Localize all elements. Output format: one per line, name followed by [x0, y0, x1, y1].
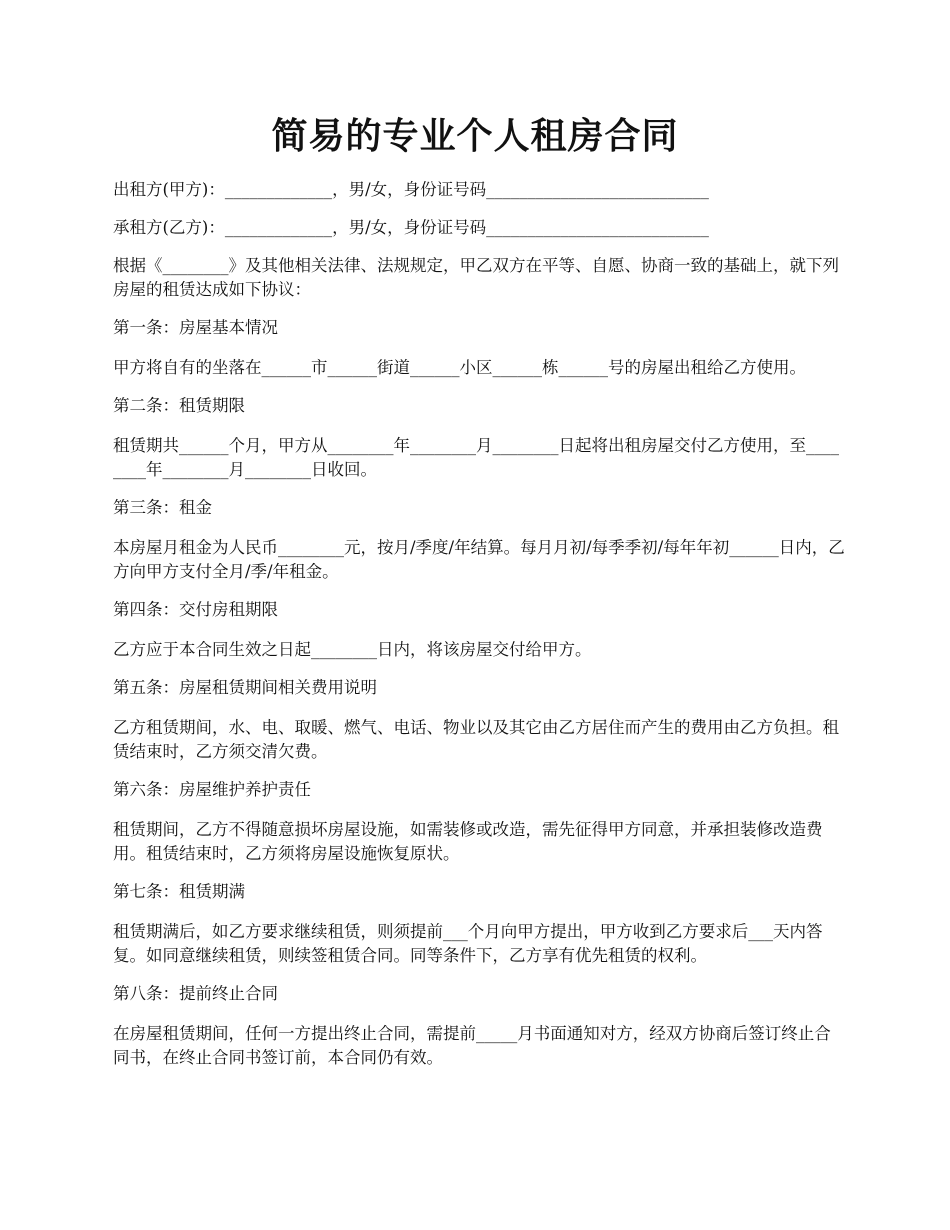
article-8-heading: 第八条：提前终止合同	[113, 984, 278, 1003]
article-5-body: 乙方租赁期间，水、电、取暖、燃气、电话、物业以及其它由乙方居住而产生的费用由乙方负担。租赁结束时，乙方须交清欠费。	[113, 718, 839, 761]
article-2-heading: 第二条：租赁期限	[113, 396, 245, 415]
article-1-body: 甲方将自有的坐落在______市______街道______小区______栋______号的房屋出租给乙方使用。	[113, 358, 806, 377]
article-5-heading: 第五条：房屋租赁期间相关费用说明	[113, 678, 377, 697]
preamble: 根据《________》及其他相关法律、法规规定，甲乙双方在平等、自愿、协商一致的基础上，就下列房屋的租赁达成如下协议：	[113, 256, 839, 299]
article-4-heading: 第四条：交付房租期限	[113, 600, 278, 619]
article-6-body: 租赁期间，乙方不得随意损坏房屋设施，如需装修或改造，需先征得甲方同意，并承担装修改造费用。租赁结束时，乙方须将房屋设施恢复原状。	[113, 820, 823, 863]
document-title: 简易的专业个人租房合同	[271, 115, 679, 157]
article-4-body: 乙方应于本合同生效之日起________日内，将该房屋交付给甲方。	[113, 640, 592, 659]
lessor-line: 出租方(甲方)：_____________，男/女，身份证号码___________________________	[113, 180, 709, 199]
article-7-heading: 第七条：租赁期满	[113, 882, 245, 901]
article-3-heading: 第三条：租金	[113, 498, 212, 517]
article-3-body: 本房屋月租金为人民币________元，按月/季度/年结算。每月月初/每季季初/每年年初______日内，乙方向甲方支付全月/季/年租金。	[113, 538, 845, 581]
lessee-line: 承租方(乙方)：_____________，男/女，身份证号码___________________________	[113, 218, 709, 237]
article-1-heading: 第一条：房屋基本情况	[113, 318, 278, 337]
article-8-body: 在房屋租赁期间，任何一方提出终止合同，需提前_____月书面通知对方，经双方协商后签订终止合同书，在终止合同书签订前，本合同仍有效。	[113, 1024, 831, 1067]
article-7-body: 租赁期满后，如乙方要求继续租赁，则须提前___个月向甲方提出，甲方收到乙方要求后___天内答复。如同意继续租赁，则续签租赁合同。同等条件下，乙方享有优先租赁的权利。	[113, 922, 823, 965]
document-body	[113, 178, 845, 1084]
article-6-heading: 第六条：房屋维护养护责任	[113, 780, 311, 799]
article-2-body: 租赁期共______个月，甲方从________年________月________日起将出租房屋交付乙方使用，至________年________月________日收回。	[113, 436, 839, 479]
